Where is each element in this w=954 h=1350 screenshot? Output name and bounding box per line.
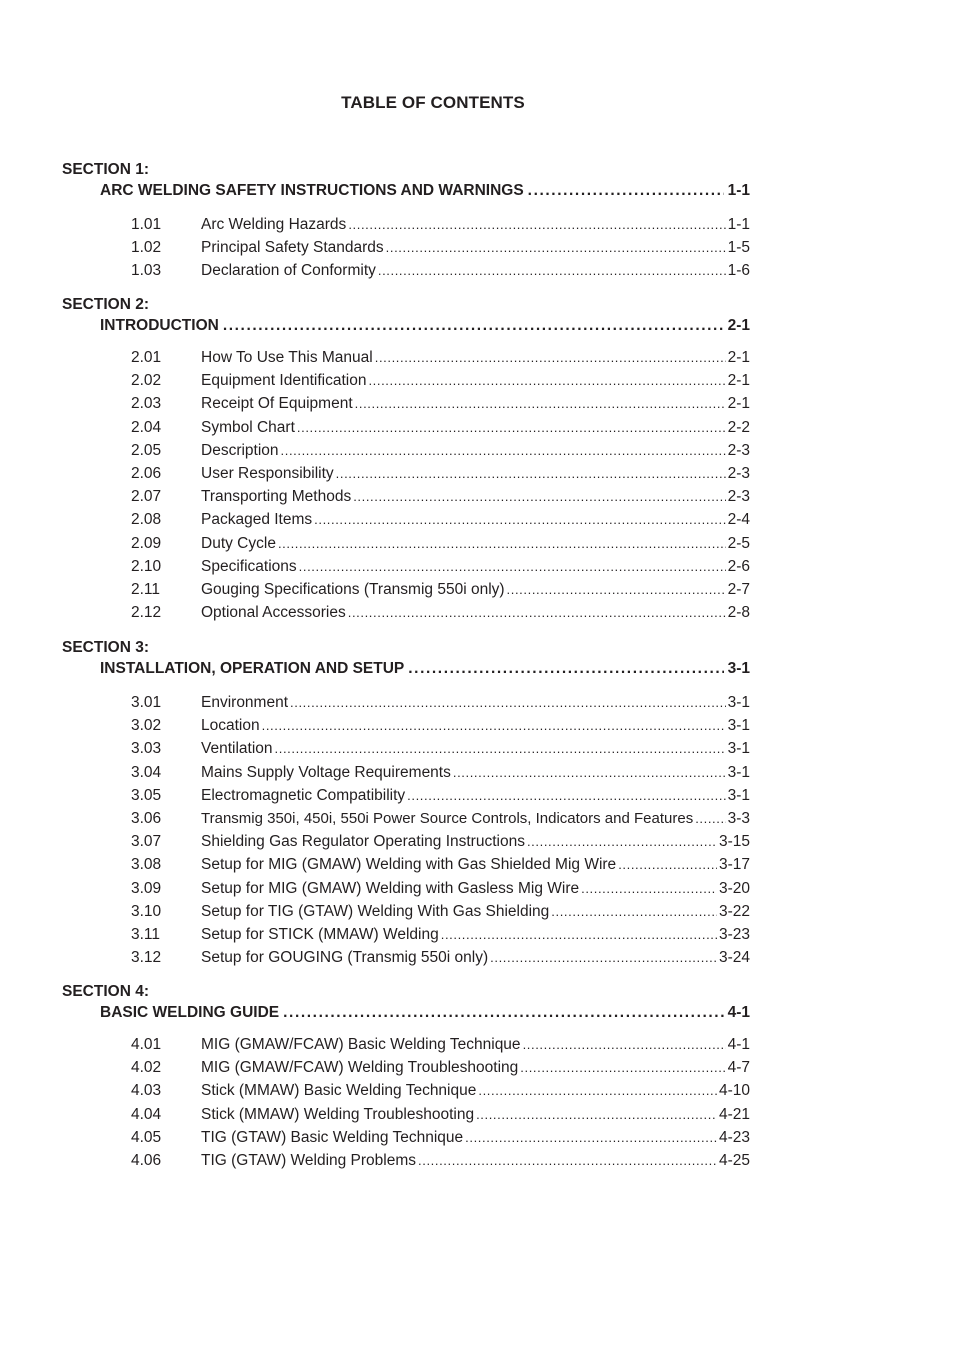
- toc-section-2: [62, 294, 750, 624]
- entry-number: 2.05: [131, 441, 162, 459]
- entry-title: Shielding Gas Regulator Operating Instructions: [201, 833, 525, 851]
- entry-page-number: 2-5: [727, 534, 750, 552]
- entry-title: Declaration of Conformity: [201, 262, 376, 280]
- toc-entry[interactable]: [62, 532, 750, 555]
- entry-number: 3.12: [131, 949, 162, 967]
- entry-number: 4.02: [131, 1059, 162, 1077]
- toc-entry[interactable]: [62, 213, 750, 236]
- entry-page-number: 2-6: [727, 557, 750, 575]
- section-title-row[interactable]: [100, 658, 750, 679]
- entry-number: 3.09: [131, 879, 162, 897]
- entry-number: 4.04: [131, 1105, 162, 1123]
- section-title: INTRODUCTION: [100, 317, 219, 334]
- section-page-number: 3-1: [727, 660, 750, 677]
- toc-entry[interactable]: [62, 439, 750, 462]
- toc-entry[interactable]: [62, 900, 750, 923]
- entry-title: Stick (MMAW) Welding Troubleshooting: [201, 1105, 475, 1123]
- section-label: SECTION 4:: [62, 983, 149, 1000]
- entry-number: 3.04: [131, 763, 162, 781]
- section-label: SECTION 3:: [62, 639, 149, 656]
- entry-page-number: 3-1: [727, 740, 750, 758]
- entry-title: TIG (GTAW) Basic Welding Technique: [201, 1128, 464, 1146]
- entry-title: Mains Supply Voltage Requirements: [201, 763, 451, 781]
- entry-page-number: 1-5: [727, 239, 750, 257]
- section-label: SECTION 2:: [62, 296, 149, 313]
- entry-page-number: 3-17: [718, 856, 750, 874]
- entry-title: How To Use This Manual: [201, 349, 373, 366]
- dot-leader: [581, 877, 717, 900]
- entry-number: 2.08: [131, 511, 162, 529]
- toc-entry[interactable]: [62, 1079, 750, 1102]
- dot-leader: [527, 830, 717, 853]
- entry-page-number: 4-7: [727, 1059, 750, 1077]
- entry-title: Setup for MIG (GMAW) Welding with Gasless Mig Wire: [201, 879, 580, 897]
- entry-title: Description: [201, 441, 279, 459]
- dot-leader: [551, 900, 717, 923]
- toc-entry[interactable]: [62, 923, 750, 946]
- dot-leader: [507, 578, 726, 601]
- entry-page-number: 2-3: [727, 488, 750, 506]
- entry-title: User Responsibility: [201, 464, 334, 482]
- entry-number: 4.06: [131, 1151, 162, 1169]
- dot-leader: [278, 532, 726, 555]
- toc-entry[interactable]: [62, 346, 750, 369]
- dot-leader: [355, 392, 726, 415]
- entry-title: Packaged Items: [201, 511, 313, 529]
- entry-number: 3.08: [131, 856, 162, 874]
- entry-number: 3.01: [131, 694, 162, 711]
- entry-number: 2.04: [131, 418, 162, 436]
- entry-page-number: 3-3: [727, 809, 750, 827]
- entry-number: 3.02: [131, 717, 162, 735]
- toc-entry[interactable]: [62, 1056, 750, 1079]
- entry-title: Duty Cycle: [201, 534, 276, 552]
- entry-page-number: 1-1: [727, 216, 750, 233]
- dot-leader: [297, 416, 726, 439]
- section-title-row[interactable]: [100, 180, 750, 201]
- entry-number: 2.06: [131, 464, 162, 482]
- entry-number: 2.02: [131, 372, 162, 390]
- entry-title: TIG (GTAW) Welding Problems: [201, 1151, 417, 1169]
- entry-page-number: 2-1: [727, 395, 750, 413]
- entry-title: Electromagnetic Compatibility: [201, 786, 406, 804]
- dot-leader: [378, 259, 726, 282]
- entry-number: 2.11: [131, 580, 161, 598]
- entry-number: 1.03: [131, 262, 162, 280]
- dot-leader: [618, 853, 717, 876]
- toc-entry[interactable]: [62, 1149, 750, 1172]
- entry-number: 4.05: [131, 1128, 162, 1146]
- entry-page-number: 2-3: [727, 441, 750, 459]
- toc-entry[interactable]: [62, 236, 750, 259]
- entry-title: Transporting Methods: [201, 488, 352, 506]
- toc-entry[interactable]: [62, 555, 750, 578]
- entry-title: Setup for MIG (GMAW) Welding with Gas Shielded Mig Wire: [201, 856, 617, 874]
- entry-title: Optional Accessories: [201, 604, 346, 622]
- entry-number: 1.01: [131, 216, 162, 233]
- entry-number: 3.05: [131, 786, 162, 804]
- entry-number: 3.11: [131, 925, 161, 943]
- section-page-number: 2-1: [727, 317, 750, 334]
- toc-entry[interactable]: [62, 691, 750, 714]
- toc-entry[interactable]: [62, 830, 750, 853]
- toc-entry[interactable]: [62, 1126, 750, 1149]
- entry-number: 2.01: [131, 349, 162, 366]
- entry-page-number: 3-15: [718, 833, 750, 851]
- dot-leader: [348, 601, 726, 624]
- toc-entry[interactable]: [62, 784, 750, 807]
- entry-page-number: 3-1: [727, 786, 750, 804]
- dot-leader: [262, 714, 726, 737]
- entry-page-number: 1-6: [727, 262, 750, 280]
- entry-number: 3.06: [131, 809, 162, 827]
- toc-entry[interactable]: [62, 462, 750, 485]
- entry-number: 3.03: [131, 740, 162, 758]
- entry-page-number: 2-7: [727, 580, 750, 598]
- entry-page-number: 3-1: [727, 717, 750, 735]
- dot-leader: [299, 555, 726, 578]
- dot-leader: [408, 658, 723, 679]
- entry-number: 2.09: [131, 534, 162, 552]
- dot-leader: [528, 180, 724, 201]
- dot-leader: [283, 1002, 723, 1023]
- entry-page-number: 2-3: [727, 464, 750, 482]
- toc-entry[interactable]: [62, 416, 750, 439]
- entry-number: 2.07: [131, 488, 162, 506]
- entry-title: Location: [201, 717, 260, 735]
- section-title-row[interactable]: [100, 1002, 750, 1023]
- page-title: TABLE OF CONTENTS: [341, 93, 525, 112]
- dot-leader: [695, 807, 725, 830]
- entry-title: Setup for STICK (MMAW) Welding: [201, 925, 439, 943]
- dot-leader: [281, 439, 726, 462]
- toc-entry[interactable]: [62, 578, 750, 601]
- entry-page-number: 4-1: [727, 1036, 750, 1053]
- entry-title: Equipment Identification: [201, 372, 367, 390]
- entry-title: Setup for GOUGING (Transmig 550i only): [201, 949, 489, 967]
- toc-entry[interactable]: [62, 1103, 750, 1126]
- entry-title: Environment: [201, 694, 289, 711]
- dot-leader: [386, 236, 726, 259]
- entry-number: 2.03: [131, 395, 162, 413]
- entry-page-number: 3-24: [718, 949, 750, 967]
- dot-leader: [314, 508, 725, 531]
- entry-page-number: 3-20: [718, 879, 750, 897]
- section-title-row[interactable]: [100, 315, 750, 336]
- entry-title: Specifications: [201, 557, 297, 575]
- dot-leader: [375, 346, 726, 369]
- dot-leader: [348, 213, 725, 236]
- toc-entry[interactable]: [62, 601, 750, 624]
- toc-entry[interactable]: [62, 485, 750, 508]
- dot-leader: [478, 1079, 717, 1102]
- toc-entry[interactable]: [62, 369, 750, 392]
- entry-page-number: 2-8: [727, 604, 750, 622]
- entry-title: Stick (MMAW) Basic Welding Technique: [201, 1082, 477, 1100]
- dot-leader: [465, 1126, 717, 1149]
- entry-page-number: 4-25: [718, 1151, 750, 1169]
- toc-section-4: [62, 981, 750, 1172]
- dot-leader: [336, 462, 726, 485]
- entry-page-number: 4-10: [718, 1082, 750, 1100]
- entry-page-number: 2-2: [727, 418, 750, 436]
- entry-page-number: 2-1: [727, 349, 750, 366]
- dot-leader: [290, 691, 726, 714]
- entry-title: Transmig 350i, 450i, 550i Power Source Controls, Indicators and Features: [201, 809, 694, 827]
- toc-entry[interactable]: [62, 1033, 750, 1056]
- entry-title: Receipt Of Equipment: [201, 395, 353, 413]
- entry-page-number: 3-22: [718, 902, 750, 920]
- toc-entry[interactable]: [62, 761, 750, 784]
- entry-title: Ventilation: [201, 740, 273, 758]
- entry-title: Gouging Specifications (Transmig 550i only): [201, 580, 505, 598]
- dot-leader: [441, 923, 717, 946]
- dot-leader: [223, 315, 724, 336]
- entry-number: 3.10: [131, 902, 162, 920]
- entry-title: Principal Safety Standards: [201, 239, 384, 257]
- entry-number: 3.07: [131, 833, 162, 851]
- toc-entry[interactable]: [62, 877, 750, 900]
- dot-leader: [490, 946, 717, 969]
- dot-leader: [453, 761, 726, 784]
- entry-number: 2.12: [131, 604, 162, 622]
- dot-leader: [368, 369, 725, 392]
- toc-entry[interactable]: [62, 737, 750, 760]
- toc-section-3: [62, 637, 750, 969]
- entry-title: Arc Welding Hazards: [201, 216, 347, 233]
- toc-entry[interactable]: [62, 853, 750, 876]
- entry-page-number: 3-23: [718, 925, 750, 943]
- entry-page-number: 4-21: [718, 1105, 750, 1123]
- entry-page-number: 3-1: [727, 694, 750, 711]
- entry-number: 4.03: [131, 1082, 162, 1100]
- entry-number: 4.01: [131, 1036, 162, 1053]
- entry-page-number: 4-23: [718, 1128, 750, 1146]
- toc-entry[interactable]: [62, 259, 750, 282]
- entry-page-number: 2-4: [727, 511, 750, 529]
- entry-title: MIG (GMAW/FCAW) Welding Troubleshooting: [201, 1059, 519, 1077]
- entry-number: 1.02: [131, 239, 162, 257]
- toc-entry[interactable]: [62, 508, 750, 531]
- section-title: BASIC WELDING GUIDE: [100, 1004, 280, 1021]
- entry-title: MIG (GMAW/FCAW) Basic Welding Technique: [201, 1036, 521, 1053]
- toc-entry[interactable]: [62, 714, 750, 737]
- entry-title: Symbol Chart: [201, 418, 295, 436]
- toc-entry[interactable]: [62, 807, 750, 830]
- dot-leader: [476, 1103, 717, 1126]
- section-page-number: 4-1: [727, 1004, 750, 1021]
- entry-number: 2.10: [131, 557, 162, 575]
- section-title: ARC WELDING SAFETY INSTRUCTIONS AND WARNINGS: [100, 182, 524, 199]
- entry-title: Setup for TIG (GTAW) Welding With Gas Shielding: [201, 902, 550, 920]
- dot-leader: [520, 1056, 725, 1079]
- toc-section-1: [62, 159, 750, 283]
- section-page-number: 1-1: [727, 182, 750, 199]
- dot-leader: [523, 1033, 726, 1056]
- section-label: SECTION 1:: [62, 161, 149, 178]
- dot-leader: [353, 485, 725, 508]
- toc-entry[interactable]: [62, 392, 750, 415]
- dot-leader: [418, 1149, 717, 1172]
- entry-page-number: 3-1: [727, 763, 750, 781]
- dot-leader: [275, 737, 726, 760]
- toc-entry[interactable]: [62, 946, 750, 969]
- section-title: INSTALLATION, OPERATION AND SETUP: [100, 660, 405, 677]
- entry-page-number: 2-1: [727, 372, 750, 390]
- dot-leader: [407, 784, 725, 807]
